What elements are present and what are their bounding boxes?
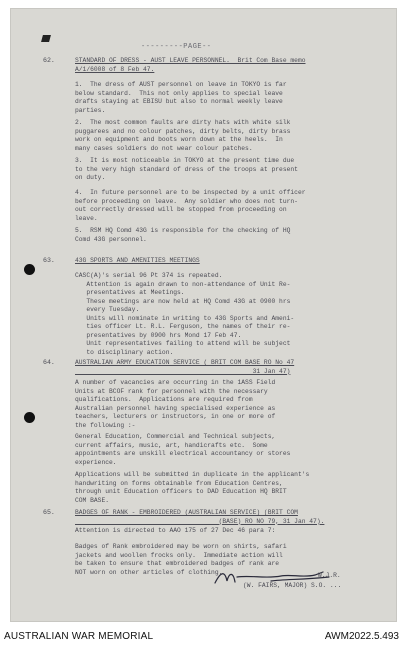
punch-hole-top bbox=[24, 264, 35, 275]
paragraph: 5. RSM HQ Comd 43G is responsible for the checking of HQ Comd 43G personnel. bbox=[75, 227, 291, 243]
section-number: 62. bbox=[43, 57, 55, 64]
section-number: 64. bbox=[43, 359, 55, 366]
archive-name: AUSTRALIAN WAR MEMORIAL bbox=[4, 631, 154, 642]
signature-name: (W. FAIRS, MAJOR) S.O. ... bbox=[243, 582, 342, 589]
archive-footer bbox=[0, 625, 405, 653]
section-heading: BADGES OF RANK - EMBROIDERED (AUSTRALIAN SERVICE) (BRIT COM (BASE) RO NO 79, 31 Jan 47). bbox=[75, 509, 325, 525]
punch-hole-bottom bbox=[24, 412, 35, 423]
paragraph: 2. The most common faults are dirty hats with white silk puggarees and no colour patches, dirty belts, dirty brass work on equipment and boots worn down at the heels. In many cases soldiers do not wear colour patches. bbox=[75, 119, 291, 152]
paragraph: Applications will be submitted in duplicate in the applicant's handwriting on forms obtainable from Education Centres, through unit Education officers to DAD Education HQ BRIT COM BASE. bbox=[75, 471, 310, 504]
paragraph: Badges of Rank embroidered may be worn on shirts, safari jackets and woollen frocks only. Immediate action will be taken to ensure that embroidered badges of rank are NOT worn on other articles of clothing. bbox=[75, 543, 287, 576]
paragraph: A number of vacancies are occurring in the 1ASS Field Units at BCOF rank for personnel with the necessary qualifications. Applications are required from Australian personnel having specialised experience as teachers, lecturers or instructors, in one or more of the following :- bbox=[75, 379, 276, 429]
section-number: 65. bbox=[43, 509, 55, 516]
document-page bbox=[10, 8, 397, 622]
page-marker: ---------PAGE-- bbox=[141, 43, 212, 51]
signature-initials: W.J.R. bbox=[318, 572, 341, 579]
paragraph: 4. In future personnel are to be inspected by a unit officer before proceeding on leave. Any soldier who does not turn- out correctly dressed will be stopped from proceeding on leave. bbox=[75, 189, 306, 222]
paragraph: CASC(A)'s serial 96 Pt 374 is repeated. Attention is again drawn to non-attendance of Unit Re- presentatives at Meetings. These meetings are now held at HQ Comd 43G at 0900 hrs every Tuesday. Units will nominate in writing to 43G Sports and Ameni- ties officer Lt. R.L. Ferguson, the names of their re- presentatives by 0900 hrs Mond 17 Feb 47. Unit representatives failing to attend will be subject to disciplinary action. bbox=[75, 272, 295, 356]
paragraph: General Education, Commercial and Technical subjects, current affairs, music, art, handicrafts etc. Some appointments are unskill electrical accountancy or stores experience. bbox=[75, 433, 291, 466]
archive-reference: AWM2022.5.493 bbox=[324, 631, 399, 642]
paragraph: Attention is directed to AAO 175 of 27 Dec 46 para 7: bbox=[75, 527, 276, 534]
section-heading: AUSTRALIAN ARMY EDUCATION SERVICE ( BRIT COM BASE RO No 47 31 Jan 47) bbox=[75, 359, 295, 375]
section-number: 63. bbox=[43, 257, 55, 264]
paragraph: 3. It is most noticeable in TOKYO at the present time due to the very high standard of dress of the troops at present on duty. bbox=[75, 157, 298, 181]
section-heading: STANDARD OF DRESS - AUST LEAVE PERSONNEL. Brit Com Base memo A/1/6008 of 8 Feb 47. bbox=[75, 57, 306, 73]
section-heading: 43G SPORTS AND AMENITIES MEETINGS bbox=[75, 257, 200, 264]
paragraph: 1. The dress of AUST personnel on leave in TOKYO is far below standard. This not only applies to special leave drafts staying at EBISU but also to normal weekly leave parties. bbox=[75, 81, 287, 114]
signature-block bbox=[211, 567, 341, 594]
corner-mark bbox=[41, 35, 51, 42]
